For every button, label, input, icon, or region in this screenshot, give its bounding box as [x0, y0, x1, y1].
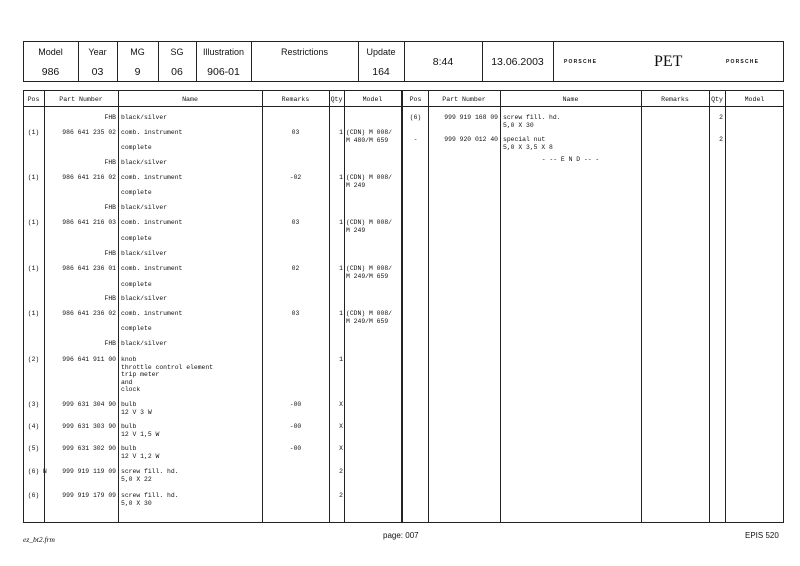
row-part-number: FHB: [104, 340, 116, 347]
row-qty: 1: [339, 265, 343, 272]
col-header-model-right: Model: [744, 96, 765, 103]
row-name: knob throttle control element trip meter and clock: [121, 356, 214, 394]
row-name: bulb 12 V 1,2 W: [121, 445, 160, 460]
col-header-qty-right: Qty: [711, 96, 723, 103]
row-part-number: 986 641 236 01: [62, 265, 116, 272]
row-remarks: -00: [289, 445, 302, 452]
row-qty: X: [339, 423, 343, 430]
row-qty: 2: [719, 114, 723, 121]
row-name: comb. instrument: [121, 265, 183, 272]
col-header-remarks-right: Remarks: [661, 96, 689, 103]
form-id: ez_bt2.frm: [23, 535, 55, 544]
row-name: bulb 12 V 3 W: [121, 401, 152, 416]
illustration-label: Illustration: [202, 47, 245, 57]
row-remarks: -00: [289, 401, 302, 408]
mg-label: MG: [130, 47, 145, 57]
row-pos: (6): [27, 468, 40, 475]
model-label: Model: [38, 47, 63, 57]
row-pos: (1): [27, 219, 40, 226]
model-value: 986: [41, 66, 60, 78]
row-name: black/silver: [121, 295, 168, 302]
row-remarks: -02: [289, 174, 302, 181]
row-pos: (1): [27, 174, 40, 181]
year-label: Year: [88, 47, 107, 57]
row-name: comb. instrument: [121, 129, 183, 136]
col-header-part-number-right: Part Number: [442, 96, 486, 103]
row-name: complete: [121, 235, 152, 242]
row-name: complete: [121, 281, 152, 288]
row-model: (CDN) M 008/ M 480/M 659: [346, 129, 393, 144]
sg-label: SG: [170, 47, 184, 57]
row-remarks: 03: [291, 219, 300, 226]
row-name: screw fill. hd. 5,0 X 22: [121, 468, 179, 483]
row-part-number: FHB: [104, 159, 116, 166]
row-pos: (2): [27, 356, 40, 363]
row-name: complete: [121, 144, 152, 151]
row-part-number: 999 919 119 09: [62, 468, 116, 475]
row-name: comb. instrument: [121, 174, 183, 181]
row-part-prefix: N: [43, 468, 47, 475]
row-part-number: 996 641 911 00: [62, 356, 116, 363]
row-name: complete: [121, 325, 152, 332]
row-qty: X: [339, 445, 343, 452]
porsche-logo-right: PORSCHE: [726, 59, 760, 65]
col-header-model: Model: [362, 96, 383, 103]
col-header-part-number: Part Number: [59, 96, 103, 103]
row-part-number: 999 920 012 40: [444, 136, 498, 143]
col-header-name: Name: [182, 96, 198, 103]
page-number: page: 007: [383, 531, 419, 540]
row-part-number: 999 631 304 90: [62, 401, 116, 408]
row-part-number: 986 641 216 02: [62, 174, 116, 181]
row-remarks: 03: [291, 129, 300, 136]
row-part-number: FHB: [104, 250, 116, 257]
row-pos: (5): [27, 445, 40, 452]
time-value: 8:44: [432, 56, 454, 68]
row-pos: -: [413, 136, 418, 143]
row-part-number: 999 919 168 09: [444, 114, 498, 121]
row-part-number: FHB: [104, 295, 116, 302]
row-name: comb. instrument: [121, 219, 183, 226]
row-qty: 1: [339, 356, 343, 363]
row-name: screw fill. hd. 5,0 X 30: [503, 114, 561, 129]
row-remarks: 03: [291, 310, 300, 317]
row-pos: (1): [27, 265, 40, 272]
update-label: Update: [366, 47, 396, 57]
row-part-number: FHB: [104, 114, 116, 121]
row-name: black/silver: [121, 114, 168, 121]
porsche-logo-left: PORSCHE: [564, 59, 598, 65]
sg-value: 06: [171, 66, 183, 78]
row-part-number: 999 631 302 90: [62, 445, 116, 452]
row-qty: X: [339, 401, 343, 408]
row-name: special nut 5,0 X 3,5 X 8: [503, 136, 553, 151]
row-qty: 2: [339, 468, 343, 475]
row-pos: (4): [27, 423, 40, 430]
col-header-remarks: Remarks: [281, 96, 310, 103]
row-qty: 1: [339, 219, 343, 226]
row-name: black/silver: [121, 159, 168, 166]
row-remarks: -00: [289, 423, 302, 430]
row-qty: 1: [339, 129, 343, 136]
row-name: complete: [121, 189, 152, 196]
row-part-number: 986 641 236 02: [62, 310, 116, 317]
row-part-number: 986 641 216 03: [62, 219, 116, 226]
pet-logo: PET: [654, 53, 683, 70]
row-part-number: 999 631 303 90: [62, 423, 116, 430]
row-name: comb. instrument: [121, 310, 183, 317]
row-model: (CDN) M 008/ M 249/M 659: [346, 265, 393, 280]
row-pos: (6): [27, 492, 40, 499]
col-header-qty: Qty: [330, 96, 343, 103]
col-header-name-right: Name: [562, 96, 579, 103]
year-value: 03: [91, 66, 104, 78]
end-marker: - -- E N D -- -: [541, 156, 600, 163]
row-remarks: 02: [291, 265, 300, 272]
restrictions-label: Restrictions: [280, 47, 328, 57]
row-qty: 2: [719, 136, 723, 143]
date-value: 13.06.2003: [491, 56, 544, 68]
row-model: (CDN) M 008/ M 249: [346, 219, 393, 234]
row-model: (CDN) M 008/ M 249/M 659: [346, 310, 393, 325]
row-qty: 1: [339, 310, 343, 317]
row-pos: (1): [27, 310, 40, 317]
row-pos: (3): [27, 401, 40, 408]
illustration-value: 906-01: [207, 66, 240, 78]
row-name: black/silver: [121, 204, 168, 211]
epis-version: EPIS 520: [745, 531, 779, 540]
row-pos: (1): [27, 129, 40, 136]
col-header-pos: Pos: [27, 96, 40, 103]
update-value: 164: [372, 66, 390, 78]
row-qty: 2: [339, 492, 343, 499]
row-name: screw fill. hd. 5,0 X 30: [121, 492, 179, 507]
row-part-number: 986 641 235 02: [62, 129, 116, 136]
mg-value: 9: [134, 66, 141, 78]
row-pos: (6): [409, 114, 422, 121]
row-name: black/silver: [121, 250, 168, 257]
row-qty: 1: [339, 174, 343, 181]
row-name: bulb 12 V 1,5 W: [121, 423, 160, 438]
row-part-number: 999 919 179 09: [62, 492, 116, 499]
row-part-number: FHB: [104, 204, 116, 211]
col-header-pos-right: Pos: [409, 96, 422, 103]
row-name: black/silver: [121, 340, 168, 347]
row-model: (CDN) M 008/ M 249: [346, 174, 393, 189]
